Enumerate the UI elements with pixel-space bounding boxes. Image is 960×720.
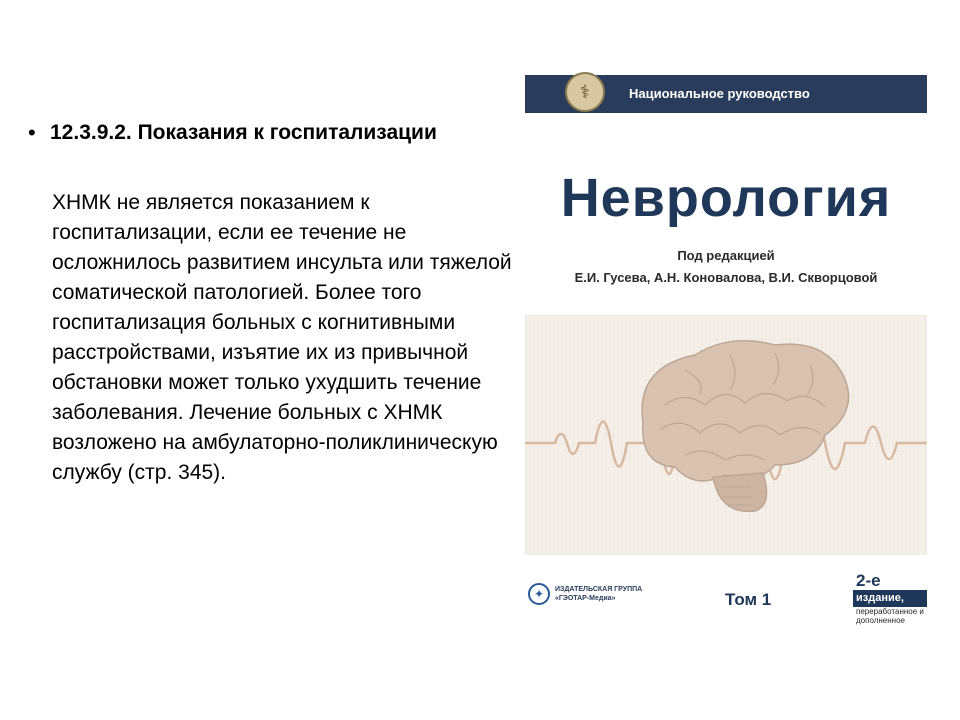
ecg-brain-illustration bbox=[525, 315, 927, 555]
section-heading: 12.3.9.2. Показания к госпитализации bbox=[50, 121, 437, 144]
editors-label: Под редакцией bbox=[677, 248, 775, 263]
slide-text-block bbox=[28, 118, 518, 488]
series-label: Национальное руководство bbox=[629, 86, 810, 101]
publisher-icon: ✦ bbox=[528, 583, 550, 605]
book-cover-image bbox=[525, 75, 927, 635]
publisher-line1: ИЗДАТЕЛЬСКАЯ ГРУППА bbox=[555, 586, 643, 593]
edition-word: издание, bbox=[853, 590, 927, 607]
edition-number: 2-е bbox=[856, 571, 881, 590]
emblem-icon: ⚕ bbox=[565, 72, 605, 112]
publisher-logo bbox=[528, 583, 642, 605]
edition-box bbox=[853, 572, 927, 632]
body-paragraph: ХНМК не является показанием к госпитализации, если ее течение не осложнилось развитием инсульта или тяжелой соматической патологией. Более того госпитализация больных с когнитивными расстройствами, изъятие их из привычной обстановки может только ухудшить течение заболевания. Лечение больных с ХНМК возложено на амбулаторно-поликлиническую службу (стр. 345). bbox=[52, 191, 512, 484]
publisher-line2: «ГЭОТАР-Медиа» bbox=[555, 595, 616, 602]
volume-label: Том 1 bbox=[725, 590, 772, 609]
editors-names: Е.И. Гусева, А.Н. Коновалова, В.И. Скворцовой bbox=[574, 270, 878, 285]
book-title: Неврология bbox=[560, 168, 892, 228]
edition-note: переработанное и дополненное bbox=[856, 607, 924, 625]
bullet-item bbox=[28, 118, 518, 148]
cover-band bbox=[525, 75, 927, 113]
bullet-dot: • bbox=[28, 120, 36, 145]
